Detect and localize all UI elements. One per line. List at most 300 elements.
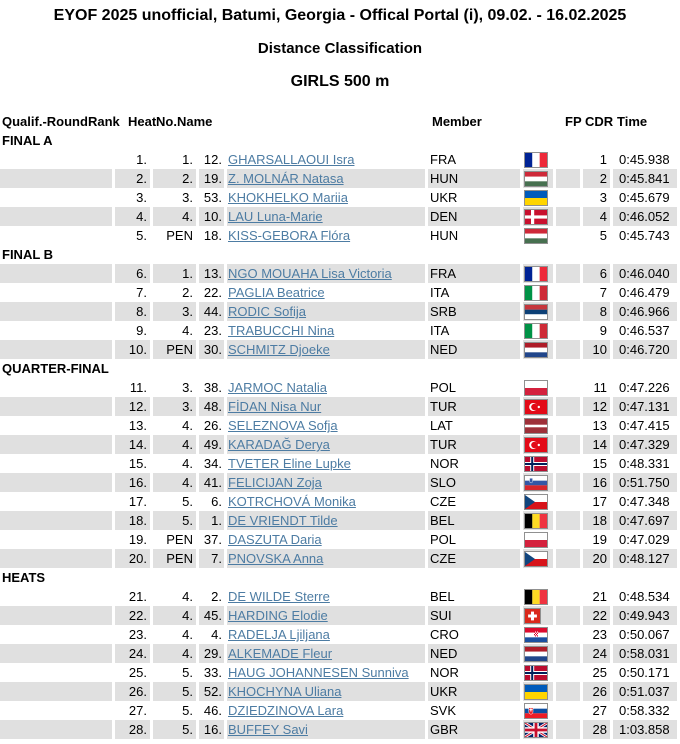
athlete-link[interactable]: HARDING Elodie: [228, 608, 328, 623]
qualif-round-cell: [0, 701, 112, 720]
flag-icon-fra: [524, 152, 548, 168]
rank-cell: 18.: [115, 511, 150, 530]
result-row: [0, 682, 680, 701]
time-cell: 0:45.679: [619, 190, 670, 205]
fp-cell: [556, 321, 580, 340]
athlete-link[interactable]: DZIEDZINOVA Lara: [228, 703, 344, 718]
member-code-cell: BEL: [430, 589, 455, 604]
athlete-link[interactable]: PAGLIA Beatrice: [228, 285, 325, 300]
athlete-link[interactable]: KARADAĞ Derya: [228, 437, 330, 452]
athlete-link[interactable]: LAU Luna-Marie: [228, 209, 323, 224]
heat-cell: 5.: [153, 511, 196, 530]
qualif-round-cell: [0, 606, 112, 625]
flag-icon-tur: [524, 437, 548, 453]
time-cell: 0:47.226: [619, 380, 670, 395]
qualif-round-cell: [0, 340, 112, 359]
result-row: [0, 454, 680, 473]
bib-number-cell: 6.: [211, 494, 222, 509]
member-code-cell: NOR: [430, 456, 459, 471]
member-code-cell: CRO: [430, 627, 459, 642]
bib-number-cell: 1.: [199, 511, 224, 530]
heat-cell: PEN: [153, 549, 196, 568]
flag-cell: [523, 492, 553, 511]
bib-number-cell: 13.: [199, 264, 224, 283]
rank-cell: 12.: [115, 397, 150, 416]
column-header-name: Name: [177, 114, 213, 129]
flag-cell: [523, 473, 553, 492]
bib-number-cell: 45.: [199, 606, 224, 625]
flag-icon-pol: [524, 380, 548, 396]
result-row: [0, 416, 680, 435]
bib-number-cell: 34.: [203, 456, 222, 471]
athlete-name-cell: [227, 625, 425, 644]
heat-cell: 2.: [153, 169, 196, 188]
athlete-name-cell: [227, 720, 425, 739]
athlete-name-cell: [227, 188, 425, 207]
heat-cell: 5.: [182, 665, 193, 680]
cdr-cell: 16: [583, 473, 610, 492]
athlete-link[interactable]: GHARSALLAOUI Isra: [228, 152, 355, 167]
rank-cell: 28.: [115, 720, 150, 739]
heat-cell: 2.: [182, 285, 193, 300]
member-code-cell: ITA: [430, 285, 450, 300]
athlete-name-cell: [227, 549, 425, 568]
section-header: FINAL B: [2, 247, 54, 262]
flag-icon-srb: [524, 304, 548, 320]
member-code-cell: BEL: [428, 511, 520, 530]
flag-cell: [523, 264, 553, 283]
flag-cell: [523, 587, 553, 606]
member-code-cell: SUI: [428, 606, 520, 625]
time-cell: 0:50.067: [619, 627, 670, 642]
bib-number-cell: 30.: [199, 340, 224, 359]
athlete-name-cell: [227, 454, 425, 473]
flag-icon-cro: [524, 627, 548, 643]
flag-icon-sui: [524, 608, 541, 624]
heat-cell: 5.: [153, 720, 196, 739]
flag-cell: [523, 321, 553, 340]
result-row: [0, 549, 680, 568]
qualif-round-cell: [0, 321, 112, 340]
fp-cell: [556, 625, 580, 644]
bib-number-cell: 7.: [199, 549, 224, 568]
flag-icon-ukr: [524, 190, 548, 206]
result-row: [0, 587, 680, 606]
flag-cell: [523, 435, 553, 454]
result-row: [0, 226, 680, 245]
heat-cell: PEN: [166, 532, 193, 547]
flag-cell: [523, 207, 553, 226]
bib-number-cell: 44.: [199, 302, 224, 321]
cdr-cell: 28: [583, 720, 610, 739]
column-header-time: Time: [617, 114, 648, 129]
heat-cell: 4.: [182, 456, 193, 471]
cdr-cell: 11: [593, 380, 607, 395]
qualif-round-cell: [0, 644, 112, 663]
rank-cell: 17.: [128, 494, 147, 509]
member-code-cell: HUN: [428, 169, 520, 188]
member-code-cell: TUR: [428, 435, 520, 454]
time-cell: 0:46.537: [619, 323, 670, 338]
rank-cell: 5.: [136, 228, 147, 243]
qualif-round-cell: [0, 587, 112, 606]
cdr-cell: 5: [599, 228, 607, 243]
column-header-no: No.: [156, 114, 177, 129]
time-cell: 0:47.697: [613, 511, 677, 530]
athlete-name-cell: [227, 587, 425, 606]
rank-cell: 20.: [115, 549, 150, 568]
rank-cell: 10.: [115, 340, 150, 359]
athlete-link[interactable]: HAUG JOHANNESEN Sunniva: [228, 665, 409, 680]
fp-cell: [556, 416, 580, 435]
event-title: GIRLS 500 m: [290, 73, 390, 90]
bib-number-cell: 19.: [199, 169, 224, 188]
athlete-name-cell: [227, 644, 425, 663]
member-code-cell: HUN: [430, 228, 459, 243]
athlete-name-cell: [227, 302, 425, 321]
bib-number-cell: 38.: [203, 380, 222, 395]
flag-cell: [523, 701, 553, 720]
athlete-link[interactable]: DE VRIENDT Tilde: [228, 513, 338, 528]
athlete-link[interactable]: SELEZNOVA Sofja: [228, 418, 338, 433]
athlete-name-cell: [227, 416, 425, 435]
athlete-link[interactable]: NGO MOUAHA Lisa Victoria: [228, 266, 392, 281]
flag-cell: [523, 663, 553, 682]
result-row: [0, 473, 680, 492]
rank-cell: 27.: [128, 703, 147, 718]
time-cell: 0:46.040: [613, 264, 677, 283]
fp-cell: [556, 340, 580, 359]
table-header-row: [0, 112, 680, 131]
cdr-cell: 9: [599, 323, 607, 338]
rank-cell: 11.: [129, 380, 147, 395]
fp-cell: [556, 188, 580, 207]
cdr-cell: 12: [583, 397, 610, 416]
fp-cell: [556, 473, 580, 492]
rank-cell: 13.: [128, 418, 147, 433]
qualif-round-cell: [0, 397, 112, 416]
member-code-cell: NED: [428, 340, 520, 359]
time-cell: 0:46.052: [613, 207, 677, 226]
flag-icon-cze: [524, 551, 548, 567]
heat-cell: 5.: [182, 703, 193, 718]
cdr-cell: 21: [592, 589, 607, 604]
flag-cell: [523, 549, 553, 568]
flag-cell: [523, 169, 553, 188]
cdr-cell: 4: [583, 207, 610, 226]
athlete-name-cell: [227, 682, 425, 701]
fp-cell: [556, 435, 580, 454]
athlete-name-cell: [227, 511, 425, 530]
qualif-round-cell: [0, 150, 112, 169]
fp-cell: [556, 720, 580, 739]
result-row: [0, 492, 680, 511]
rank-cell: 25.: [128, 665, 147, 680]
time-cell: 0:45.743: [619, 228, 670, 243]
result-row: [0, 302, 680, 321]
fp-cell: [556, 663, 580, 682]
athlete-link[interactable]: DASZUTA Daria: [228, 532, 322, 547]
result-row: [0, 207, 680, 226]
athlete-name-cell: [227, 397, 425, 416]
rank-cell: 14.: [115, 435, 150, 454]
section-header: FINAL A: [2, 133, 53, 148]
bib-number-cell: 16.: [199, 720, 224, 739]
time-cell: 0:47.348: [619, 494, 670, 509]
rank-cell: 9.: [136, 323, 147, 338]
flag-cell: [523, 454, 553, 473]
fp-cell: [556, 169, 580, 188]
cdr-cell: 1: [599, 152, 607, 167]
flag-cell: [523, 397, 553, 416]
result-row: [0, 720, 680, 739]
result-row: [0, 321, 680, 340]
qualif-round-cell: [0, 435, 112, 454]
time-cell: 0:45.938: [619, 152, 670, 167]
athlete-link[interactable]: FELICIJAN Zoja: [228, 475, 322, 490]
flag-cell: [523, 188, 553, 207]
section-header: HEATS: [2, 570, 46, 585]
fp-cell: [556, 701, 580, 720]
cdr-cell: 2: [583, 169, 610, 188]
athlete-link[interactable]: PNOVSKA Anna: [228, 551, 324, 566]
flag-icon-cze: [524, 494, 548, 510]
athlete-link[interactable]: Z. MOLNÁR Natasa: [228, 171, 344, 186]
rank-cell: 7.: [136, 285, 147, 300]
result-row: [0, 435, 680, 454]
time-cell: 0:47.415: [619, 418, 670, 433]
fp-cell: [556, 492, 580, 511]
heat-cell: 4.: [153, 644, 196, 663]
flag-icon-fra: [524, 266, 548, 282]
athlete-name-cell: [227, 435, 425, 454]
page-subtitle: Distance Classification: [257, 40, 423, 57]
column-header-heat: Heat: [128, 114, 157, 129]
rank-cell: 23.: [128, 627, 147, 642]
athlete-name-cell: [227, 663, 425, 682]
athlete-link[interactable]: KHOKHELKO Mariia: [228, 190, 348, 205]
flag-icon-ukr: [524, 684, 548, 700]
qualif-round-cell: [0, 378, 112, 397]
flag-icon-hun: [524, 171, 548, 187]
cdr-cell: 27: [592, 703, 607, 718]
cdr-cell: 24: [583, 644, 610, 663]
fp-cell: [556, 644, 580, 663]
flag-icon-gbr: [524, 722, 548, 738]
result-row: [0, 625, 680, 644]
cdr-cell: 14: [583, 435, 610, 454]
athlete-name-cell: [227, 283, 425, 302]
qualif-round-cell: [0, 454, 112, 473]
time-cell: 0:47.329: [613, 435, 677, 454]
athlete-name-cell: [227, 169, 425, 188]
result-row: [0, 340, 680, 359]
flag-cell: [523, 283, 553, 302]
cdr-cell: 20: [583, 549, 610, 568]
athlete-link[interactable]: KOTRCHOVÁ Monika: [228, 494, 356, 509]
time-cell: 0:48.534: [619, 589, 670, 604]
result-row: [0, 150, 680, 169]
fp-cell: [556, 264, 580, 283]
time-cell: 0:48.127: [613, 549, 677, 568]
heat-cell: 5.: [182, 494, 193, 509]
flag-icon-pol: [524, 532, 548, 548]
rank-cell: 2.: [115, 169, 150, 188]
bib-number-cell: 53.: [203, 190, 222, 205]
athlete-link[interactable]: DE WILDE Sterre: [228, 589, 330, 604]
member-code-cell: CZE: [430, 494, 456, 509]
heat-cell: 4.: [182, 323, 193, 338]
page-title: EYOF 2025 unofficial, Batumi, Georgia - Offical Portal (i), 09.02. - 16.02.2025: [53, 7, 627, 24]
time-cell: 0:51.037: [613, 682, 677, 701]
rank-cell: 8.: [115, 302, 150, 321]
flag-cell: [523, 226, 553, 245]
fp-cell: [556, 454, 580, 473]
rank-cell: 21.: [128, 589, 147, 604]
qualif-round-cell: [0, 720, 112, 739]
result-row: [0, 663, 680, 682]
fp-cell: [556, 606, 580, 625]
athlete-link[interactable]: ALKEMADE Fleur: [228, 646, 333, 661]
flag-cell: [523, 625, 553, 644]
qualif-round-cell: [0, 663, 112, 682]
flag-cell: [523, 340, 553, 359]
fp-cell: [556, 378, 580, 397]
heat-cell: 5.: [153, 682, 196, 701]
fp-cell: [556, 511, 580, 530]
heat-cell: 3.: [153, 302, 196, 321]
heat-cell: 3.: [153, 397, 196, 416]
results-table: [0, 112, 680, 739]
member-code-cell: FRA: [428, 264, 520, 283]
heat-cell: 4.: [153, 435, 196, 454]
athlete-link[interactable]: RADELJA Ljiljana: [228, 627, 330, 642]
athlete-link[interactable]: TVETER Eline Lupke: [228, 456, 351, 471]
time-cell: 0:49.943: [613, 606, 677, 625]
member-code-cell: POL: [430, 380, 457, 395]
athlete-name-cell: [227, 701, 425, 720]
heat-cell: 4.: [182, 418, 193, 433]
flag-icon-nor: [524, 665, 548, 681]
bib-number-cell: 2.: [211, 589, 222, 604]
bib-number-cell: 41.: [199, 473, 224, 492]
bib-number-cell: 37.: [203, 532, 222, 547]
rank-cell: 4.: [115, 207, 150, 226]
fp-cell: [556, 226, 580, 245]
member-code-cell: NED: [428, 644, 520, 663]
athlete-link[interactable]: RODIC Sofija: [228, 304, 307, 319]
bib-number-cell: 46.: [203, 703, 222, 718]
athlete-link[interactable]: JARMOC Natalia: [228, 380, 327, 395]
athlete-name-cell: [227, 226, 425, 245]
flag-icon-ita: [524, 285, 548, 301]
fp-cell: [556, 283, 580, 302]
time-cell: 0:48.331: [619, 456, 670, 471]
cdr-cell: 18: [583, 511, 610, 530]
flag-cell: [523, 511, 553, 530]
athlete-name-cell: [227, 340, 425, 359]
heat-cell: 4.: [153, 606, 196, 625]
member-code-cell: UKR: [430, 190, 458, 205]
column-header-member: Member: [432, 114, 482, 129]
member-code-cell: POL: [430, 532, 457, 547]
column-header-rank: Rank: [88, 114, 120, 129]
result-row: [0, 397, 680, 416]
rank-cell: 15.: [128, 456, 147, 471]
qualif-round-cell: [0, 264, 112, 283]
member-code-cell: FRA: [430, 152, 456, 167]
athlete-name-cell: [227, 264, 425, 283]
time-cell: 0:47.131: [613, 397, 677, 416]
results-table-body: [0, 131, 680, 739]
qualif-round-cell: [0, 492, 112, 511]
bib-number-cell: 49.: [199, 435, 224, 454]
time-cell: 0:46.966: [613, 302, 677, 321]
flag-icon-den: [524, 209, 548, 225]
column-header-qualif-round: Qualif.-Round: [2, 114, 88, 129]
rank-cell: 16.: [115, 473, 150, 492]
qualif-round-cell: [0, 530, 112, 549]
bib-number-cell: 22.: [203, 285, 222, 300]
qualif-round-cell: [0, 549, 112, 568]
cdr-cell: 26: [583, 682, 610, 701]
time-cell: 0:50.171: [619, 665, 670, 680]
member-code-cell: UKR: [428, 682, 520, 701]
rank-cell: 6.: [115, 264, 150, 283]
fp-cell: [556, 549, 580, 568]
athlete-name-cell: [227, 321, 425, 340]
athlete-link[interactable]: TRABUCCHI Nina: [228, 323, 335, 338]
flag-cell: [523, 378, 553, 397]
result-row: [0, 188, 680, 207]
athlete-link[interactable]: BUFFEY Savi: [228, 722, 308, 737]
member-code-cell: NOR: [430, 665, 459, 680]
athlete-link[interactable]: KHOCHYNA Uliana: [228, 684, 342, 699]
qualif-round-cell: [0, 302, 112, 321]
heat-cell: PEN: [153, 340, 196, 359]
qualif-round-cell: [0, 188, 112, 207]
flag-icon-tur: [524, 399, 548, 415]
fp-cell: [556, 530, 580, 549]
result-row: [0, 378, 680, 397]
qualif-round-cell: [0, 226, 112, 245]
fp-cell: [556, 682, 580, 701]
heat-cell: 4.: [153, 207, 196, 226]
rank-cell: 26.: [115, 682, 150, 701]
athlete-link[interactable]: SCHMITZ Djoeke: [228, 342, 330, 357]
rank-cell: 22.: [115, 606, 150, 625]
result-row: [0, 701, 680, 720]
fp-cell: [556, 207, 580, 226]
column-header-cdr: CDR: [585, 114, 614, 129]
athlete-name-cell: [227, 207, 425, 226]
cdr-cell: 7: [599, 285, 607, 300]
flag-icon-nor: [524, 456, 548, 472]
flag-icon-lat: [524, 418, 548, 434]
cdr-cell: 8: [583, 302, 610, 321]
cdr-cell: 10: [583, 340, 610, 359]
qualif-round-cell: [0, 283, 112, 302]
flag-icon-hun: [524, 228, 548, 244]
athlete-link[interactable]: FİDAN Nisa Nur: [228, 399, 322, 414]
fp-cell: [556, 302, 580, 321]
bib-number-cell: 33.: [203, 665, 222, 680]
athlete-link[interactable]: KISS-GEBORA Flóra: [228, 228, 351, 243]
column-header-fp: FP: [565, 114, 582, 129]
result-row: [0, 264, 680, 283]
athlete-name-cell: [227, 150, 425, 169]
qualif-round-cell: [0, 625, 112, 644]
